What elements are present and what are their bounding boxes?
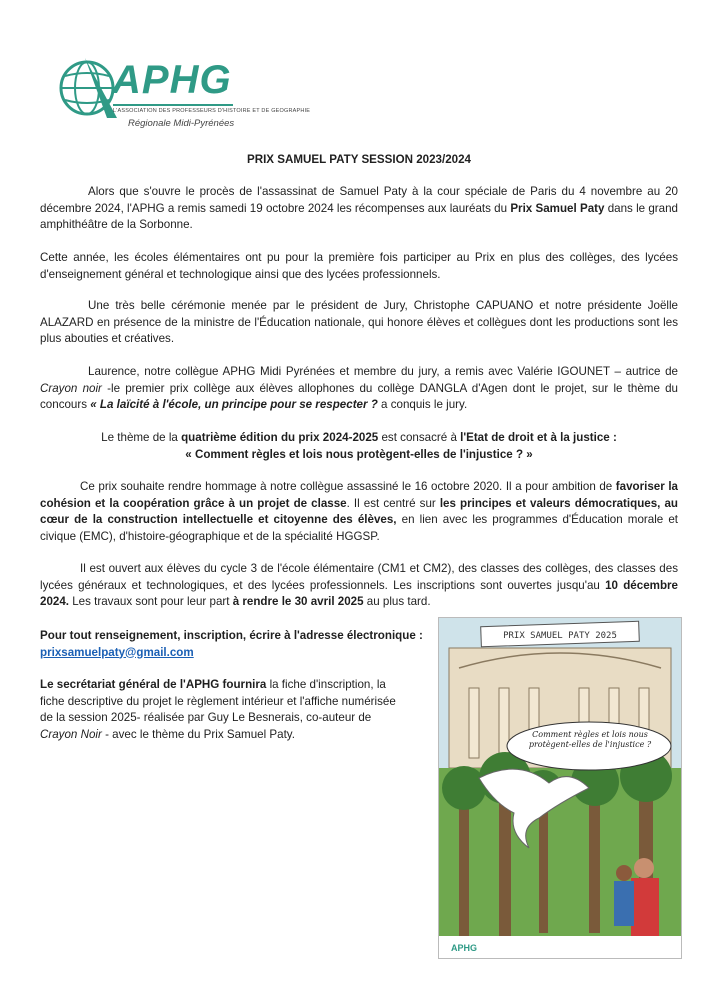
paragraph-schools: Cette année, les écoles élémentaires ont pu pour la première fois participer au Prix en plus des collèges, des lycées d'enseignement général et technologique ainsi que des lycées professionnels. <box>40 251 678 281</box>
poster-banner: PRIX SAMUEL PATY 2025 <box>503 631 617 641</box>
bold-run: les principes et valeurs démocratiques, au cœur de la construction intellectuelle et citoyenne des élèves, <box>40 496 678 526</box>
italic-run: Crayon Noir <box>40 727 102 741</box>
page-title: PRIX SAMUEL PATY SESSION 2023/2024 <box>246 153 472 166</box>
text-run: en lien avec les programmes d'Éducation morale et civique (EMC), d'histoire-géographique et de la spécialité HGGSP. <box>40 513 679 543</box>
paragraph-secretariat <box>40 677 410 743</box>
text-run: -le premier prix collège aux élèves allophones du collège DANGLA d'Agen dont le projet, sur le thème du concours <box>40 381 678 411</box>
poster-bubble-text: Comment règles et lois nous protègent-elles de l'injustice ? <box>528 730 652 749</box>
bold-run: favoriser la cohésion et la coopération grâce à un projet de classe <box>40 480 678 510</box>
email-link[interactable]: prixsamuelpaty@gmail.com <box>40 645 194 659</box>
bold-run: 10 décembre 2024. <box>40 578 678 608</box>
paragraph-ceremony: Une très belle cérémonie menée par le président de Jury, Christophe CAPUANO et notre présidente Joëlle ALAZARD en présence de la ministre de l'Éducation nationale, qui honore élèves et collègues dont les productions sont les plus abouties et créatives. <box>40 299 678 345</box>
text-run: au plus tard. <box>363 595 431 608</box>
logo-divider <box>113 104 233 106</box>
bold-run: Le secrétariat général de l'APHG fournira <box>40 678 267 691</box>
text-run: Les travaux sont pour leur part <box>69 595 233 608</box>
paragraph-laureate <box>40 364 678 414</box>
bold-run: Prix Samuel Paty <box>510 201 605 215</box>
text-run: dans le grand amphithéâtre de la Sorbonne. <box>40 201 678 231</box>
text-run: est consacré à <box>378 431 461 444</box>
text-run: Il est ouvert aux élèves du cycle 3 de l'école élémentaire (CM1 et CM2), des classes des collèges, des classes des lycées généraux et technologiques, et des lycées professionnels. Les inscriptions sont ouvertes jusqu'au <box>40 562 678 592</box>
text-run: a conquis le jury. <box>377 398 468 411</box>
prize-poster <box>438 617 682 959</box>
paragraph-theme <box>40 430 678 463</box>
paragraph-tribute <box>40 479 678 545</box>
paragraph-eligibility <box>40 561 678 611</box>
text-run: Laurence, notre collègue APHG Midi Pyrénées et membre du jury, a remis avec Valérie IGOUNET – autrice de <box>88 365 678 378</box>
text-run: Alors que s'ouvre le procès de l'assassinat de Samuel Paty à la cour spéciale de Paris du 4 novembre au 20 décembre 2024, l'APHG a remis samedi 19 octobre 2024 les récompenses aux lauréats du <box>40 185 678 215</box>
paragraph-intro <box>40 184 678 234</box>
text-run: la fiche d'inscription, la fiche descriptive du projet le règlement intérieur et l'affiche numérisée de la session 2025- réalisée par Guy Le Besnerais, co-auteur de <box>40 678 396 724</box>
text-run: . Il est centré sur <box>346 496 440 510</box>
logo-subtitle: L'ASSOCIATION DES PROFESSEURS D'HISTOIRE ET DE GEOGRAPHIE <box>113 108 311 114</box>
bold-run: « Comment règles et lois nous protègent-elles de l'injustice ? » <box>185 447 533 461</box>
bold-run: l'Etat de droit et à la justice : <box>460 431 617 444</box>
logo-name: APHG <box>112 58 232 102</box>
bold-run: quatrième édition du prix 2024-2025 <box>181 431 379 444</box>
contact-label: Pour tout renseignement, inscription, écrire à l'adresse électronique : <box>40 629 423 642</box>
poster-footer-logo: APHG <box>451 943 478 953</box>
logo-region: Régionale Midi-Pyrénées <box>128 118 235 129</box>
italic-run: Crayon noir <box>40 381 102 395</box>
text-run: - avec le thème du Prix Samuel Paty. <box>101 727 295 741</box>
bold-italic-run: « La laïcité à l'école, un principe pour se respecter ? <box>90 398 378 411</box>
poster-illustration <box>439 618 681 958</box>
bold-run: à rendre le 30 avril 2025 <box>232 595 364 608</box>
text-run: Ce prix souhaite rendre hommage à notre collègue assassiné le 16 octobre 2020. Il a pour ambition de <box>80 480 616 493</box>
text-run: Le thème de la <box>101 431 182 444</box>
